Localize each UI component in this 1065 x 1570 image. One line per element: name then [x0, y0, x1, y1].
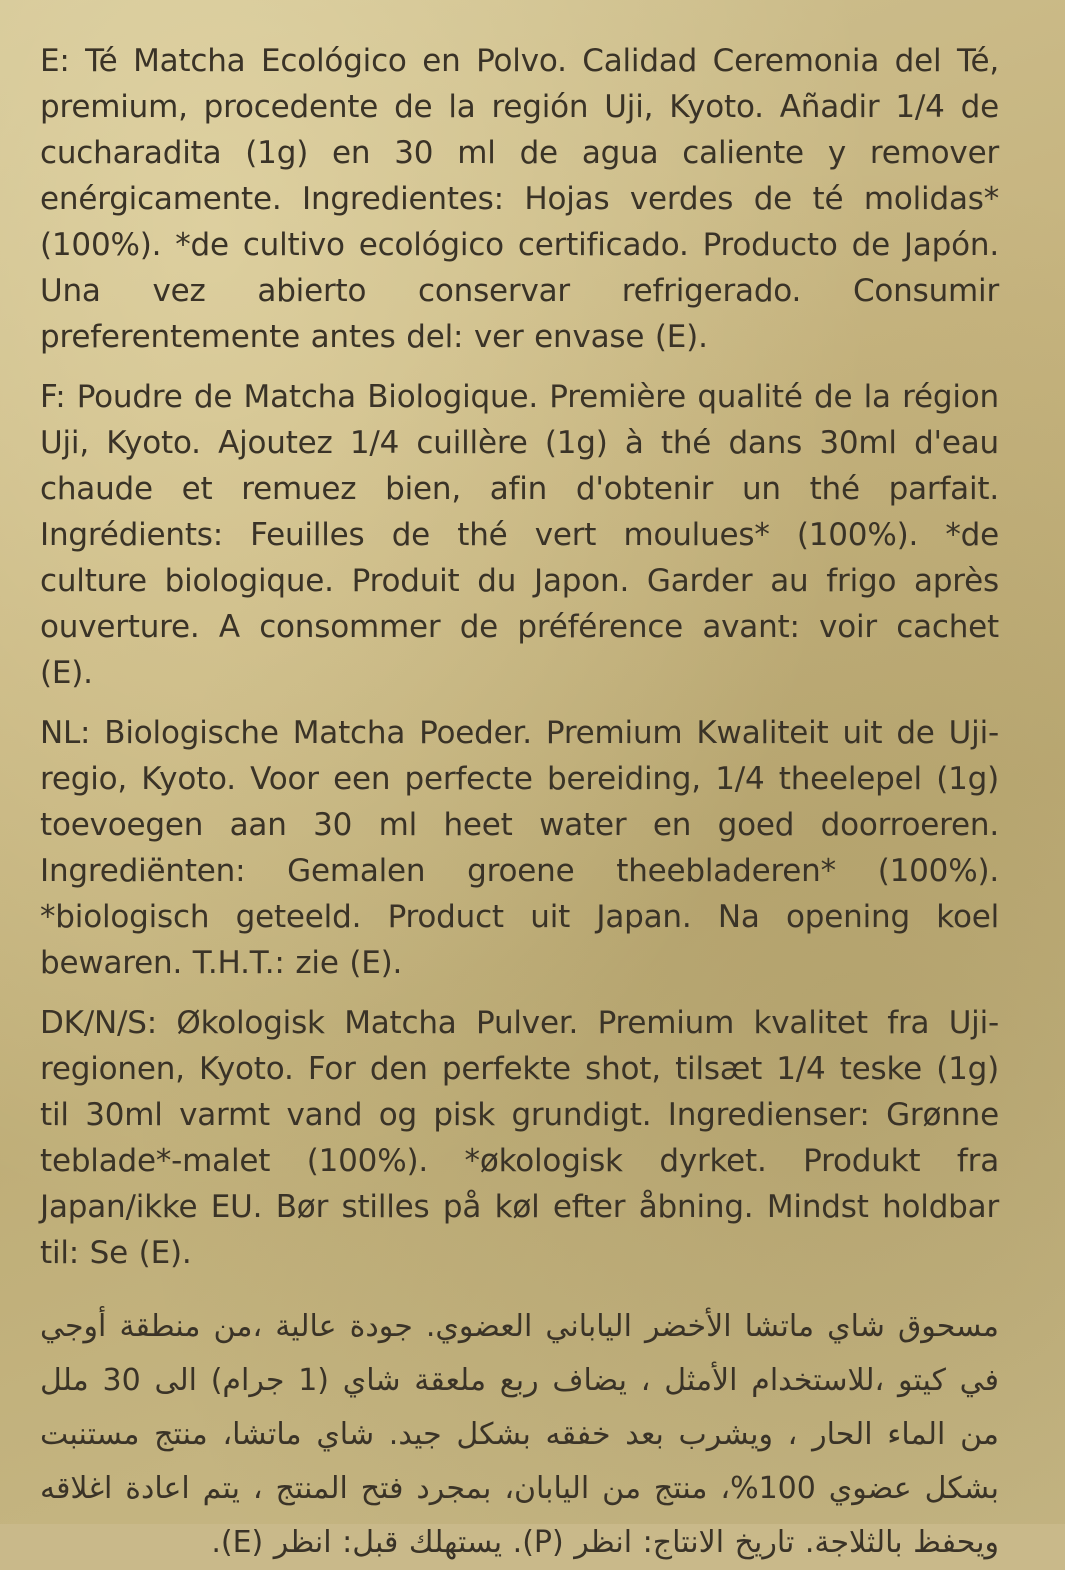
paragraph-dutch: NL: Biologische Matcha Poeder. Premium Kwaliteit uit de Uji-regio, Kyoto. Voor een perfecte bereiding, 1/4 theelepel (1g) toevoegen aan 30 ml heet water en goed doorroeren. Ingrediënten: Gemalen groene theebladeren* (100%). *biologisch geteeld. Product uit Japan. Na opening koel bewaren. T.H.T.: zie (E). [40, 715, 999, 981]
paragraph-scandinavian: DK/N/S: Økologisk Matcha Pulver. Premium kvalitet fra Uji-regionen, Kyoto. For den perfekte shot, tilsæt 1/4 teske (1g) til 30ml varmt vand og pisk grundigt. Ingredienser: Grønne teblade*-malet (100%). *økologisk dyrket. Produkt fra Japan/ikke EU. Bør stilles på køl efter åbning. Mindst holdbar til: Se (E). [40, 1005, 999, 1271]
paragraph-spanish: E: Té Matcha Ecológico en Polvo. Calidad Ceremonia del Té, premium, procedente de la región Uji, Kyoto. Añadir 1/4 de cucharadita (1g) en 30 ml de agua caliente y remover enérgicamente. Ingredientes: Hojas verdes de té molidas* (100%). *de cultivo ecológico certificado. Producto de Japón. Una vez abierto conservar refrigerado. Consumir preferentemente antes del: ver envase (E). [40, 43, 999, 355]
paragraph-arabic: مسحوق شاي ماتشا الأخضر الياباني العضوي. جودة عالية ،من منطقة أوجي في كيتو ،للاستخدام الأمثل ، يضاف ربع ملعقة شاي (1 جرام) الى 30 ملل من الماء الحار ، ويشرب بعد خفقه بشكل جيد. شاي ماتشا، منتج مستنبت بشكل عضوي 100%، منتج من اليابان، بمجرد فتح المنتج ، يتم اعادة اغلاقه ويحفظ بالثلاجة. تاريخ الانتاج: انظر (P). يستهلك قبل: انظر (E). [40, 1309, 999, 1560]
paragraph-french: F: Poudre de Matcha Biologique. Première qualité de la région Uji, Kyoto. Ajoutez 1/4 cuillère (1g) à thé dans 30ml d'eau chaude et remuez bien, afin d'obtenir un thé parfait. Ingrédients: Feuilles de thé vert moulues* (100%). *de culture biologique. Produit du Japon. Garder au frigo après ouverture. A consommer de préférence avant: voir cachet (E). [40, 379, 999, 691]
